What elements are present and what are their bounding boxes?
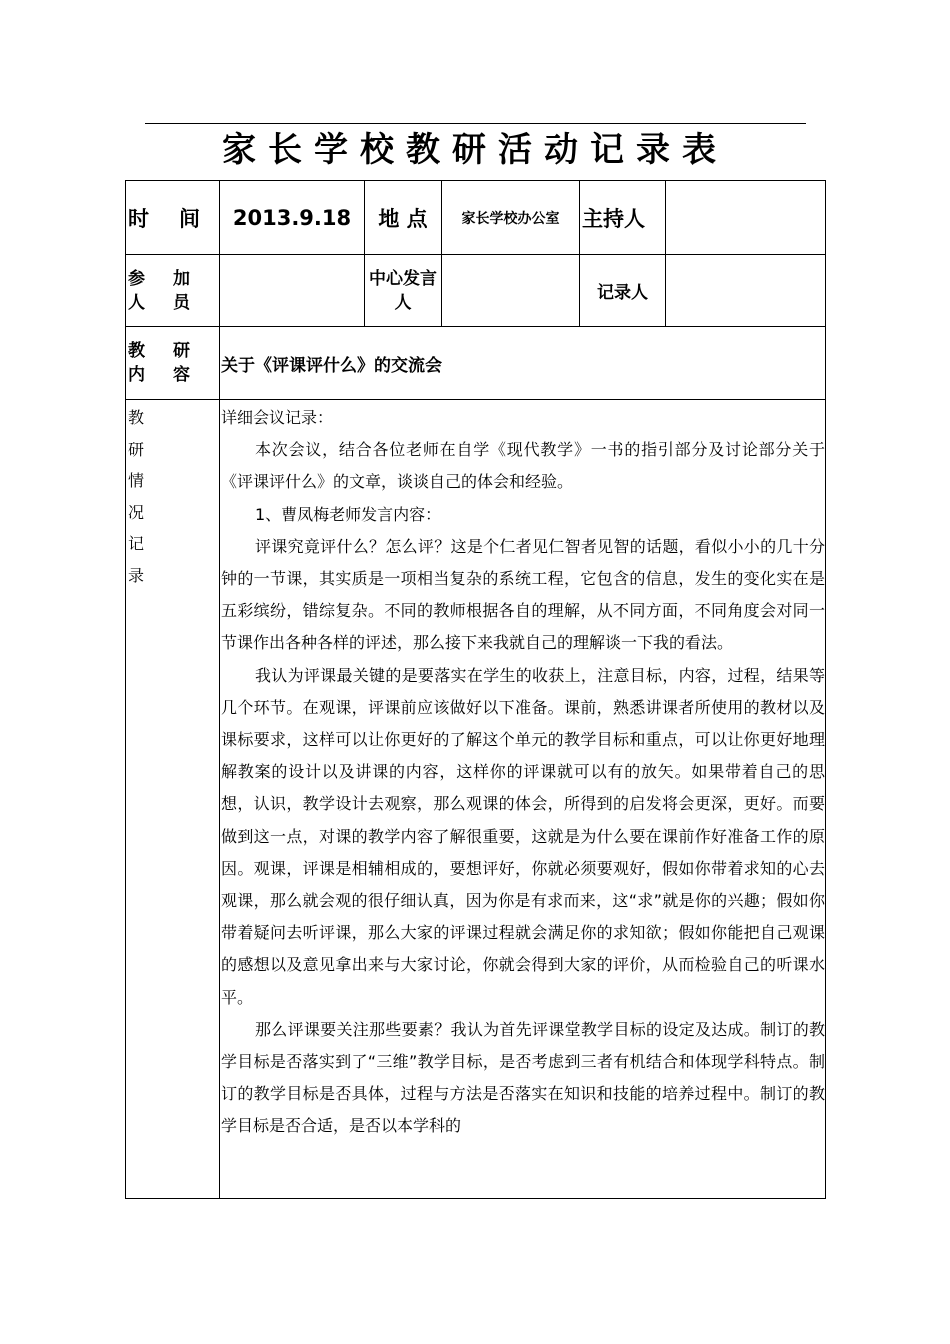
time-label: 时 间	[128, 206, 200, 231]
record-table	[125, 180, 826, 1199]
time-label-cell	[126, 181, 220, 255]
record-detail-cell	[220, 400, 826, 1199]
place-value[interactable]: 家长学校办公室	[442, 181, 580, 255]
place-label: 地 点	[365, 181, 442, 255]
document-title: 家长学校教研活动记录表	[222, 130, 728, 170]
time-value[interactable]: 2013.9.18	[220, 181, 365, 255]
record-paragraph: 那么评课要关注那些要素？我认为首先评课堂教学目标的设定及达成。制订的教学目标是否落实到了“三维”教学目标，是否考虑到三者有机结合和体现学科特点。制订的教学目标是否具体，过程与方法是否落实在知识和技能的培养过程中。制订的教学目标是否合适，是否以本学科的	[221, 1019, 825, 1136]
record-detail-body	[220, 400, 825, 1198]
content-label: 教 研 内 容	[126, 327, 220, 400]
row-participants-speaker-recorder	[126, 255, 826, 327]
host-label: 主持人	[580, 181, 666, 255]
record-label: 教 研 情 况 记 录	[126, 400, 220, 1199]
recorder-label: 记录人	[580, 255, 666, 327]
row-record	[126, 400, 826, 1199]
record-paragraph: 本次会议，结合各位老师在自学《现代教学》一书的指引部分及讨论部分关于《评课评什么》的文章，谈谈自己的体会和经验。	[221, 440, 825, 492]
participants-label: 参 加 人 员	[126, 255, 220, 327]
host-value[interactable]	[666, 181, 826, 255]
record-paragraph: 评课究竟评什么？怎么评？这是个仁者见仁智者见智的话题，看似小小的几十分钟的一节课，其实质是一项相当复杂的系统工程，它包含的信息，发生的变化实在是五彩缤纷，错综复杂。不同的教师根据各自的理解，从不同方面，不同角度会对同一节课作出各种各样的评述，那么接下来我就自己的理解谈一下我的看法。	[221, 536, 825, 653]
record-speaker-heading: 1、曹凤梅老师发言内容：	[255, 504, 442, 524]
speaker-label: 中心发言人	[365, 255, 442, 327]
participants-value[interactable]	[220, 255, 365, 327]
content-value[interactable]: 关于《评课评什么》的交流会	[220, 327, 826, 400]
recorder-value[interactable]	[666, 255, 826, 327]
row-content	[126, 327, 826, 400]
record-paragraph: 我认为评课最关键的是要落实在学生的收获上，注意目标，内容，过程，结果等几个环节。在观课，评课前应该做好以下准备。课前，熟悉讲课者所使用的教材以及课标要求，这样可以让你更好的了解这个单元的教学目标和重点，可以让你更好地理解教案的设计以及讲课的内容，这样你的评课就可以有的放矢。如果带着自己的思想，认识，教学设计去观察，那么观课的体会，所得到的启发将会更深，更好。而要做到这一点，对课的教学内容了解很重要，这就是为什么要在课前作好准备工作的原因。观课，评课是相辅相成的，要想评好，你就必须要观好，假如你带着求知的心去观课，那么就会观的很仔细认真，因为你是有求而来，这“求”就是你的兴趣；假如你带着疑问去听评课，那么大家的评课过程就会满足你的求知欲；假如你能把自己观课的感想以及意见拿出来与大家讨论，你就会得到大家的评价，从而检验自己的听课水平。	[221, 665, 825, 1007]
record-heading: 详细会议记录：	[221, 408, 334, 427]
row-time-place-host	[126, 181, 826, 255]
top-rule-line	[145, 123, 806, 124]
speaker-value[interactable]	[442, 255, 580, 327]
